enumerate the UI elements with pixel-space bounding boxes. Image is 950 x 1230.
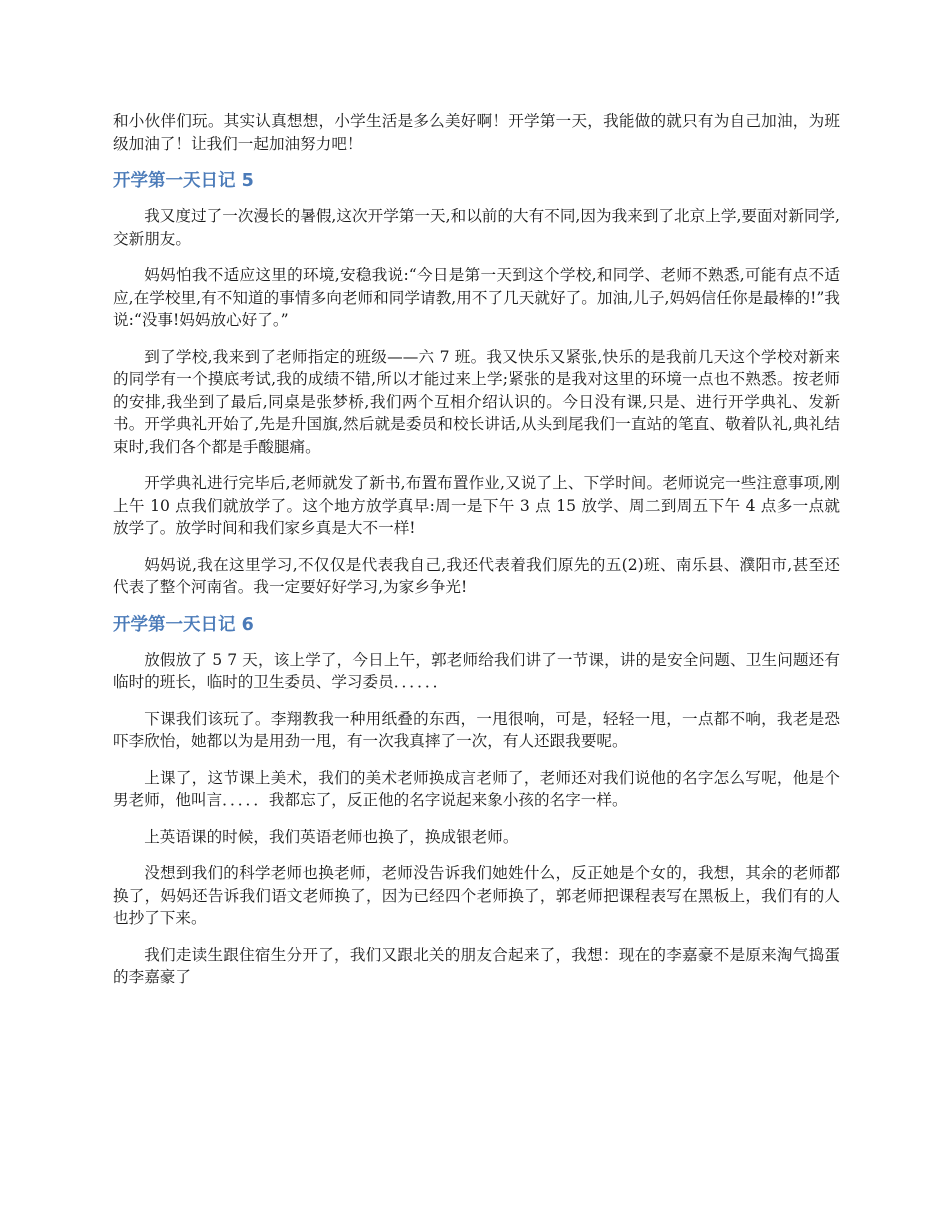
section-6-paragraph: 放假放了 5 7 天，该上学了，今日上午，郭老师给我们讲了一节课，讲的是安全问题、卫生问题还有临时的班长，临时的卫生委员、学习委员．．．．．． bbox=[113, 650, 840, 691]
section-5-paragraph: 我又度过了一次漫长的暑假,这次开学第一天,和以前的大有不同,因为我来到了北京上学,要面对新同学,交新朋友。 bbox=[113, 207, 840, 248]
intro-paragraph: 和小伙伴们玩。其实认真想想，小学生活是多么美好啊！开学第一天，我能做的就只有为自己加油，为班级加油了！让我们一起加油努力吧！ bbox=[113, 112, 840, 153]
section-6-heading: 开学第一天日记 6 bbox=[113, 614, 254, 635]
section-6-paragraph: 我们走读生跟住宿生分开了，我们又跟北关的朋友合起来了，我想：现在的李嘉豪不是原来淘气捣蛋的李嘉豪了 bbox=[113, 945, 840, 986]
section-5-paragraph: 到了学校,我来到了老师指定的班级——六 7 班。我又快乐又紧张,快乐的是我前几天这个学校对新来的同学有一个摸底考试,我的成绩不错,所以才能过来上学;紧张的是我对这里的环境一点也不熟悉。按老师的安排,我坐到了最后,同桌是张梦桥,我们两个互相介绍认识的。今日没有课,只是、进行开学典礼、发新书。开学典礼开始了,先是升国旗,然后就是委员和校长讲话,从头到尾我们一直站的笔直、敬着队礼,典礼结束时,我们各个都是手酸腿痛。 bbox=[113, 347, 840, 456]
section-6-paragraph: 上课了，这节课上美术，我们的美术老师换成言老师了，老师还对我们说他的名字怎么写呢，他是个男老师，他叫言．．．．．我都忘了，反正他的名字说起来象小孩的名字一样。 bbox=[113, 768, 840, 809]
section-5-paragraph: 开学典礼进行完毕后,老师就发了新书,布置布置作业,又说了上、下学时间。老师说完一些注意事项,刚上午 10 点我们就放学了。这个地方放学真早:周一是下午 3 点 15 放学、周二到周五下午 4 点多一点就放学了。放学时间和我们家乡真是大不一样! bbox=[113, 474, 840, 537]
section-5-paragraph: 妈妈说,我在这里学习,不仅仅是代表我自己,我还代表着我们原先的五(2)班、南乐县、濮阳市,甚至还代表了整个河南省。我一定要好好学习,为家乡争光! bbox=[113, 555, 840, 596]
section-6-paragraph: 下课我们该玩了。李翔教我一种用纸叠的东西，一甩很响，可是，轻轻一甩，一点都不响，我老是恐吓李欣怡，她都以为是用劲一甩，有一次我真摔了一次，有人还跟我要呢。 bbox=[113, 709, 840, 750]
section-5-heading: 开学第一天日记 5 bbox=[113, 171, 254, 191]
document-page bbox=[113, 110, 840, 1003]
section-6-paragraph: 上英语课的时候，我们英语老师也换了，换成银老师。 bbox=[144, 827, 519, 846]
section-5-paragraph: 妈妈怕我不适应这里的环境,安稳我说:“今日是第一天到这个学校,和同学、老师不熟悉,可能有点不适应,在学校里,有不知道的事情多向老师和同学请教,用不了几天就好了。加油,儿子,妈妈信任你是最棒的!”我说:“没事!妈妈放心好了。” bbox=[113, 266, 840, 329]
section-6-paragraph: 没想到我们的科学老师也换老师，老师没告诉我们她姓什么，反正她是个女的，我想，其余的老师都换了，妈妈还告诉我们语文老师换了，因为已经四个老师换了，郭老师把课程表写在黑板上，我们有的人也抄了下来。 bbox=[113, 864, 840, 927]
